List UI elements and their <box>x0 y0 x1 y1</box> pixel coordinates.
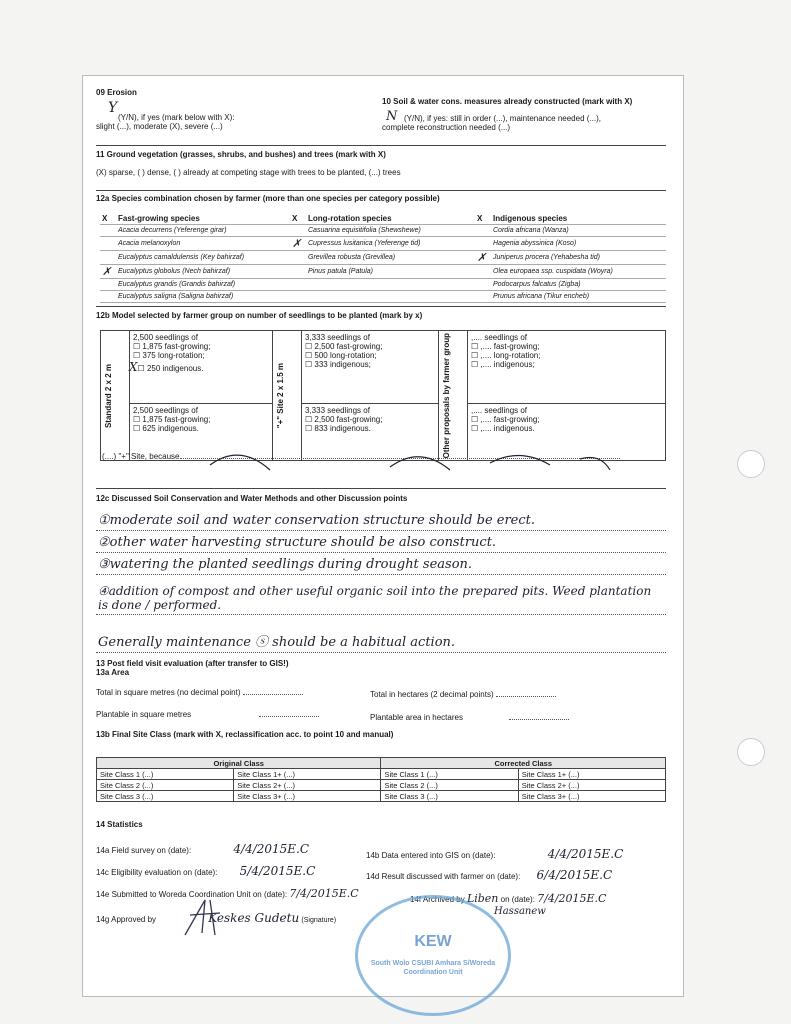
species-item: Cupressus lusitanica (Yeferenge tid) <box>308 240 421 247</box>
discussion-text: Generally maintenance ⓢ should be a habitual action. <box>98 635 456 650</box>
species-item: Hagenia abyssinica (Koso) <box>493 240 577 247</box>
model-line: ,.... indigenous. <box>480 424 535 434</box>
section-12c-discussion <box>96 494 666 503</box>
field-label: Plantable area in hectares <box>370 713 463 722</box>
signature-label: (Signature) <box>301 917 337 924</box>
section-12b-model <box>96 311 666 320</box>
species-item: Juniperus procera (Yehabesha tid) <box>493 254 601 261</box>
discussion-line <box>96 552 666 575</box>
erosion-line-1: (Y/N), if yes (mark below with X): <box>118 113 235 122</box>
model-line: ,.... indigenous; <box>480 360 535 369</box>
field-label: Total in hectares (2 decimal points) <box>370 690 494 699</box>
model-line: 250 indigenous. <box>146 364 204 373</box>
total-ha-field[interactable] <box>370 690 556 699</box>
model-line: 500 long-rotation; <box>314 351 377 360</box>
gis-entry-date[interactable] <box>366 847 623 861</box>
field-survey-date[interactable] <box>96 842 309 856</box>
col-mark: X <box>475 213 491 225</box>
divider <box>96 190 666 191</box>
col-fast-growing: Fast-growing species <box>116 213 290 225</box>
model-table: Standard 2 x 2 m 2,500 seedlings of ☐ 1,875 fast-growing; ☐ 375 long-rotation; X☐ 250 indigenous. "+" Site 2 x 1.5 m 3,333 seedlings of ☐ 2,500 fast-growing; ☐ 500 long-rotation; ☐ 333 indigenous; Other proposals by farmer group ,.... seedlings of ☐ ,.... fast-growing; ☐ ,.... long-rotation; ☐ ,.... indigenous; 2,500 seedlings of ☐ 1,875 fast-growing; ☐ 625 indigenous. 3,333 seedlings of ☐ 2,500 fast-growing; ☐ 833 indigenous. ,.... seedlings of ☐ ,.... fast-growing; ☐ ,.... indigenous. <box>100 330 666 461</box>
divider <box>96 488 666 489</box>
model-line: 2,500 seedlings of <box>133 333 198 342</box>
species-item: Eucalyptus grandis (Grandis bahirzaf) <box>118 281 236 288</box>
corrected-class-header: Corrected Class <box>381 758 666 769</box>
species-item: Grevillea robusta (Grevillea) <box>308 254 396 261</box>
site-class-cell[interactable]: Site Class 1+ (...) <box>234 769 381 780</box>
erosion-answer: Y <box>108 100 118 116</box>
field-label: 14a Field survey on (date): <box>96 846 192 855</box>
field-label: Plantable in square metres <box>96 710 192 719</box>
model-line: ,.... fast-growing; <box>480 415 540 425</box>
site-class-cell[interactable]: Site Class 3+ (...) <box>234 791 381 802</box>
species-item: Olea europaea ssp. cuspidata (Woyra) <box>493 268 613 275</box>
field-label: 14g Approved by <box>96 915 157 924</box>
discussion-line <box>96 630 666 653</box>
field-label: 14d Result discussed with farmer on (date): <box>366 872 521 881</box>
discussion-line <box>96 508 666 531</box>
site-class-cell[interactable]: Site Class 2 (...) <box>381 780 518 791</box>
measures-line-1: (Y/N), if yes: still in order (...), maintenance needed (...), <box>404 114 601 123</box>
punch-hole <box>737 738 765 766</box>
discussion-line <box>96 530 666 553</box>
species-item: Eucalyptus camaldulensis (Key bahirzaf) <box>118 254 245 261</box>
other-proposals-label: Other proposals by farmer group <box>442 333 451 459</box>
discussion-text: ③watering the planted seedlings during drought season. <box>98 557 473 572</box>
site-class-cell[interactable]: Site Class 2+ (...) <box>518 780 665 791</box>
field-label: 14b Data entered into GIS on (date): <box>366 851 496 860</box>
model-line: ,.... seedlings of <box>471 406 528 416</box>
model-line: 3,333 seedlings of <box>305 406 370 416</box>
col-long-rotation: Long-rotation species <box>306 213 475 225</box>
species-item: Pinus patula (Patula) <box>308 268 373 275</box>
result-discussed-date[interactable] <box>366 868 612 882</box>
discussion-text: ①moderate soil and water conservation structure should be erect. <box>98 513 536 528</box>
site-class-cell[interactable]: Site Class 1 (...) <box>97 769 234 780</box>
date-value: 4/4/2015E.C <box>233 842 310 856</box>
section-10-measures <box>382 97 672 132</box>
section-12a-species <box>96 194 666 203</box>
site-class-cell[interactable]: Site Class 2 (...) <box>97 780 234 791</box>
official-stamp <box>355 895 511 1016</box>
field-label: 14f Archived by <box>410 895 465 904</box>
eligibility-date[interactable] <box>96 864 315 878</box>
model-line: ,.... seedlings of <box>471 333 528 342</box>
approver-name: Keskes Gudetu <box>208 911 300 925</box>
model-line: 2,500 fast-growing; <box>314 415 383 425</box>
species-item: Eucalyptus saligna (Saligna bahirzaf) <box>118 293 234 300</box>
plus-site-label: "+" Site 2 x 1.5 m <box>276 363 285 429</box>
field-label: 14e Submitted to Woreda Coordination Unit on (date): <box>96 890 288 899</box>
col-indigenous: Indigenous species <box>491 213 666 225</box>
stamp-ring-text: South Wolo CSUBI Amhara S/Woreda Coordination Unit <box>370 960 496 976</box>
section-12b-title: 12b Model selected by farmer group on number of seedlings to be planted (mark by x) <box>96 311 423 320</box>
species-item: Eucalyptus globolus (Nech bahirzaf) <box>118 268 231 275</box>
model-line: ,.... fast-growing; <box>480 342 540 351</box>
archivist-surname: Hassanew <box>494 906 546 917</box>
col-mark: X <box>100 213 116 225</box>
original-class-header: Original Class <box>97 758 381 769</box>
site-class-table <box>96 757 666 802</box>
section-13-evaluation <box>96 659 666 677</box>
punch-hole <box>737 450 765 478</box>
section-12c-title: 12c Discussed Soil Conservation and Water Methods and other Discussion points <box>96 494 408 503</box>
model-line: 1,875 fast-growing; <box>142 415 211 425</box>
standard-label: Standard 2 x 2 m <box>104 363 113 428</box>
species-table <box>100 213 666 303</box>
field-label: 14c Eligibility evaluation on (date): <box>96 868 218 877</box>
date-value: 6/4/2015E.C <box>536 868 613 882</box>
field-label: on (date): <box>500 895 535 904</box>
scribble-marks <box>200 445 620 475</box>
model-line: 833 indigenous. <box>314 424 371 434</box>
model-line: 3,333 seedlings of <box>305 333 370 342</box>
section-13b-title: 13b Final Site Class (mark with X, reclassification acc. to point 10 and manual) <box>96 730 394 739</box>
plantable-sqm-field[interactable] <box>96 710 319 719</box>
section-11-vegetation <box>96 150 666 177</box>
site-class-cell[interactable]: Site Class 3 (...) <box>381 791 518 802</box>
date-value: 5/4/2015E.C <box>239 864 316 878</box>
discussion-line <box>96 578 666 615</box>
divider <box>96 145 666 146</box>
measures-line-2: complete reconstruction needed (...) <box>382 123 511 132</box>
discussion-text: ②other water harvesting structure should be also construct. <box>98 535 497 550</box>
section-12a-title: 12a Species combination chosen by farmer (more than one species per category possible) <box>96 194 440 203</box>
section-11-title: 11 Ground vegetation (grasses, shrubs, and bushes) and trees (mark with X) <box>96 150 386 159</box>
field-label: Total in square metres (no decimal point) <box>96 688 241 697</box>
stamp-center: KEW <box>414 933 452 950</box>
model-line: 333 indigenous; <box>314 360 371 369</box>
model-line: 625 indigenous. <box>142 424 199 434</box>
species-item: Podocarpus falcatus (Zigba) <box>493 281 581 288</box>
standard-mark[interactable]: X <box>129 360 138 374</box>
juniperus-mark[interactable]: ✗ <box>475 251 491 265</box>
species-item: Casuarina equisitifolia (Shewshewe) <box>308 227 421 234</box>
section-10-title: 10 Soil & water cons. measures already constructed (mark with X) <box>382 97 633 106</box>
model-line: 2,500 seedlings of <box>133 406 198 416</box>
date-value: 7/4/2015E.C <box>289 887 359 900</box>
model-line: 2,500 fast-growing; <box>314 342 383 351</box>
section-14-title: 14 Statistics <box>96 820 143 829</box>
species-item: Prunus africana (Tikur encheb) <box>493 293 590 300</box>
species-item: Acacia melanoxylon <box>118 240 181 247</box>
plantable-ha-field[interactable] <box>370 713 569 722</box>
model-line: ,.... long-rotation; <box>480 351 541 360</box>
because-label: (....) "+" Site, because <box>102 452 180 461</box>
site-class-cell[interactable]: Site Class 3 (...) <box>97 791 234 802</box>
vegetation-options: (X) sparse, ( ) dense, ( ) already at competing stage with trees to be planted, (...) trees <box>96 168 401 177</box>
archivist-name: Liben <box>466 892 499 905</box>
cupressus-mark[interactable]: ✗ <box>290 237 306 251</box>
total-sqm-field[interactable] <box>96 688 303 697</box>
measures-answer: N <box>386 109 398 124</box>
site-class-cell[interactable]: Site Class 3+ (...) <box>518 791 665 802</box>
species-item: Acacia decurrens (Yeferenge girar) <box>118 227 227 234</box>
date-value: 7/4/2015E.C <box>537 892 607 905</box>
site-class-cell[interactable]: Site Class 1+ (...) <box>518 769 665 780</box>
section-13-title: 13 Post field visit evaluation (after transfer to GIS!) <box>96 659 289 668</box>
species-item: Cordia africana (Wanza) <box>493 227 569 234</box>
discussion-text: ④addition of compost and other useful organic soil into the prepared pits. Weed plantation is done / performed. <box>98 584 652 612</box>
date-value: 4/4/2015E.C <box>547 847 624 861</box>
model-line: 375 long-rotation; <box>142 351 205 360</box>
site-class-cell[interactable]: Site Class 2+ (...) <box>234 780 381 791</box>
col-mark: X <box>290 213 306 225</box>
erosion-line-2: slight (...), moderate (X), severe (...) <box>96 122 223 131</box>
signature-icon <box>180 895 230 940</box>
section-13a-title: 13a Area <box>96 668 130 677</box>
eucalyptus-mark[interactable]: ✗ <box>100 265 116 279</box>
model-line: 1,875 fast-growing; <box>142 342 211 351</box>
site-class-cell[interactable]: Site Class 1 (...) <box>381 769 518 780</box>
divider <box>96 306 666 307</box>
section-09-title: 09 Erosion <box>96 88 137 97</box>
